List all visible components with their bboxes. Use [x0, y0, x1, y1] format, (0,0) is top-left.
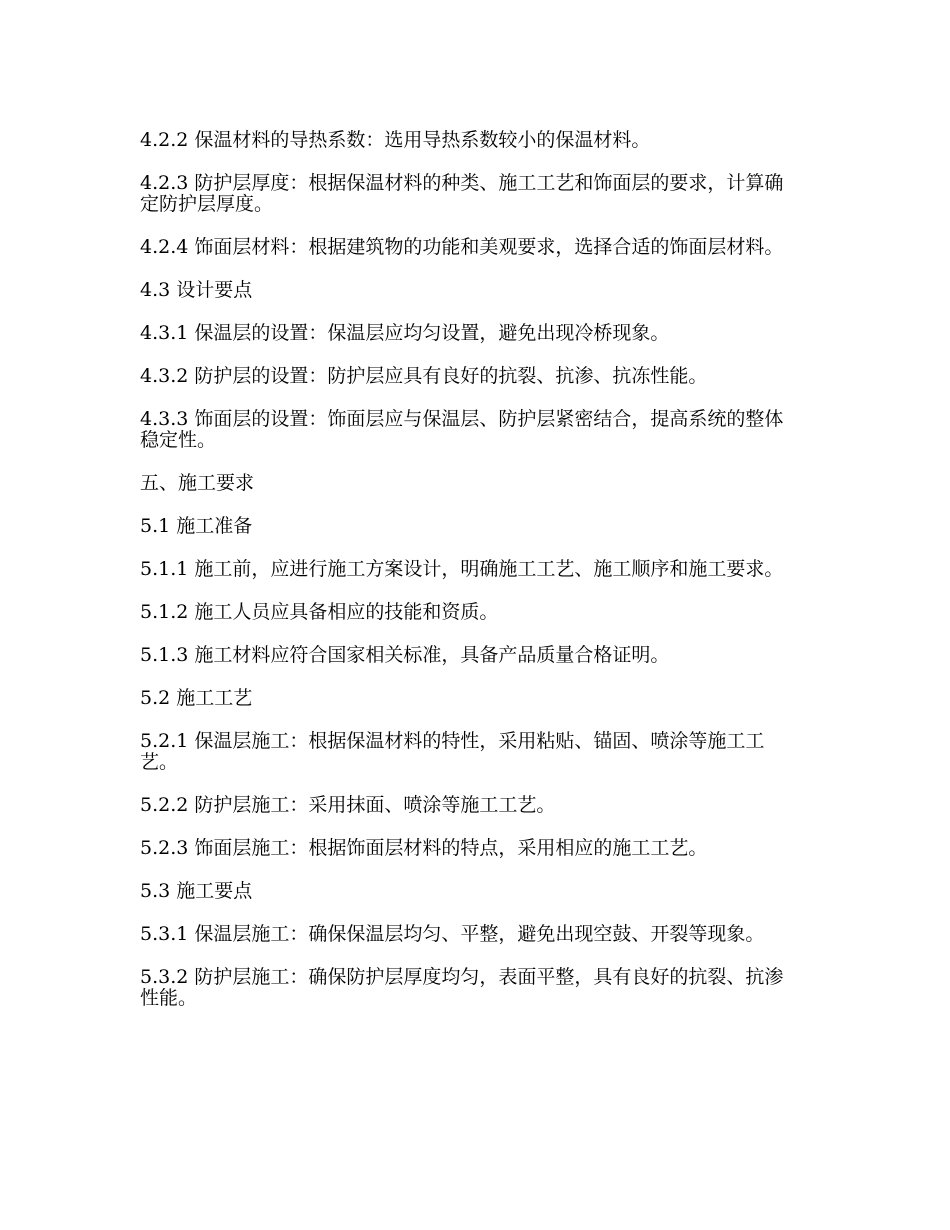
paragraph-4-3-1: 4.3.1 保温层的设置：保温层应均匀设置，避免出现冷桥现象。: [140, 322, 670, 344]
paragraph-5-1-3: 5.1.3 施工材料应符合国家相关标准，具备产品质量合格证明。: [140, 644, 670, 666]
heading-5-1: 5.1 施工准备: [140, 515, 253, 537]
paragraph-5-2-3: 5.2.3 饰面层施工：根据饰面层材料的特点，采用相应的施工工艺。: [140, 837, 708, 859]
paragraph-5-2-2: 5.2.2 防护层施工：采用抹面、喷涂等施工工艺。: [140, 794, 556, 816]
document-page: [140, 130, 800, 1031]
paragraph-4-2-2: 4.2.2 保温材料的导热系数：选用导热系数较小的保温材料。: [140, 129, 651, 151]
heading-5-2: 5.2 施工工艺: [140, 687, 253, 709]
heading-5-3: 5.3 施工要点: [140, 880, 253, 902]
paragraph-5-1-2: 5.1.2 施工人员应具备相应的技能和资质。: [140, 601, 499, 623]
paragraph-5-3-1: 5.3.1 保温层施工：确保保温层均匀、平整，避免出现空鼓、开裂等现象。: [140, 923, 765, 945]
paragraph-4-3-3: 4.3.3 饰面层的设置：饰面层应与保温层、防护层紧密结合，提高系统的整体稳定性。: [140, 408, 784, 451]
paragraph-5-3-2: 5.3.2 防护层施工：确保防护层厚度均匀，表面平整，具有良好的抗裂、抗渗性能。: [140, 966, 784, 1009]
heading-4-3: 4.3 设计要点: [140, 279, 253, 301]
paragraph-4-2-3: 4.2.3 防护层厚度：根据保温材料的种类、施工工艺和饰面层的要求，计算确定防护层厚度。: [140, 172, 784, 215]
paragraph-4-3-2: 4.3.2 防护层的设置：防护层应具有良好的抗裂、抗渗、抗冻性能。: [140, 365, 708, 387]
heading-section-5: 五、施工要求: [140, 472, 255, 494]
paragraph-5-1-1: 5.1.1 施工前，应进行施工方案设计，明确施工工艺、施工顺序和施工要求。: [140, 558, 784, 580]
paragraph-5-2-1: 5.2.1 保温层施工：根据保温材料的特性，采用粘贴、锚固、喷涂等施工工艺。: [140, 730, 765, 773]
paragraph-4-2-4: 4.2.4 饰面层材料：根据建筑物的功能和美观要求，选择合适的饰面层材料。: [140, 236, 784, 258]
